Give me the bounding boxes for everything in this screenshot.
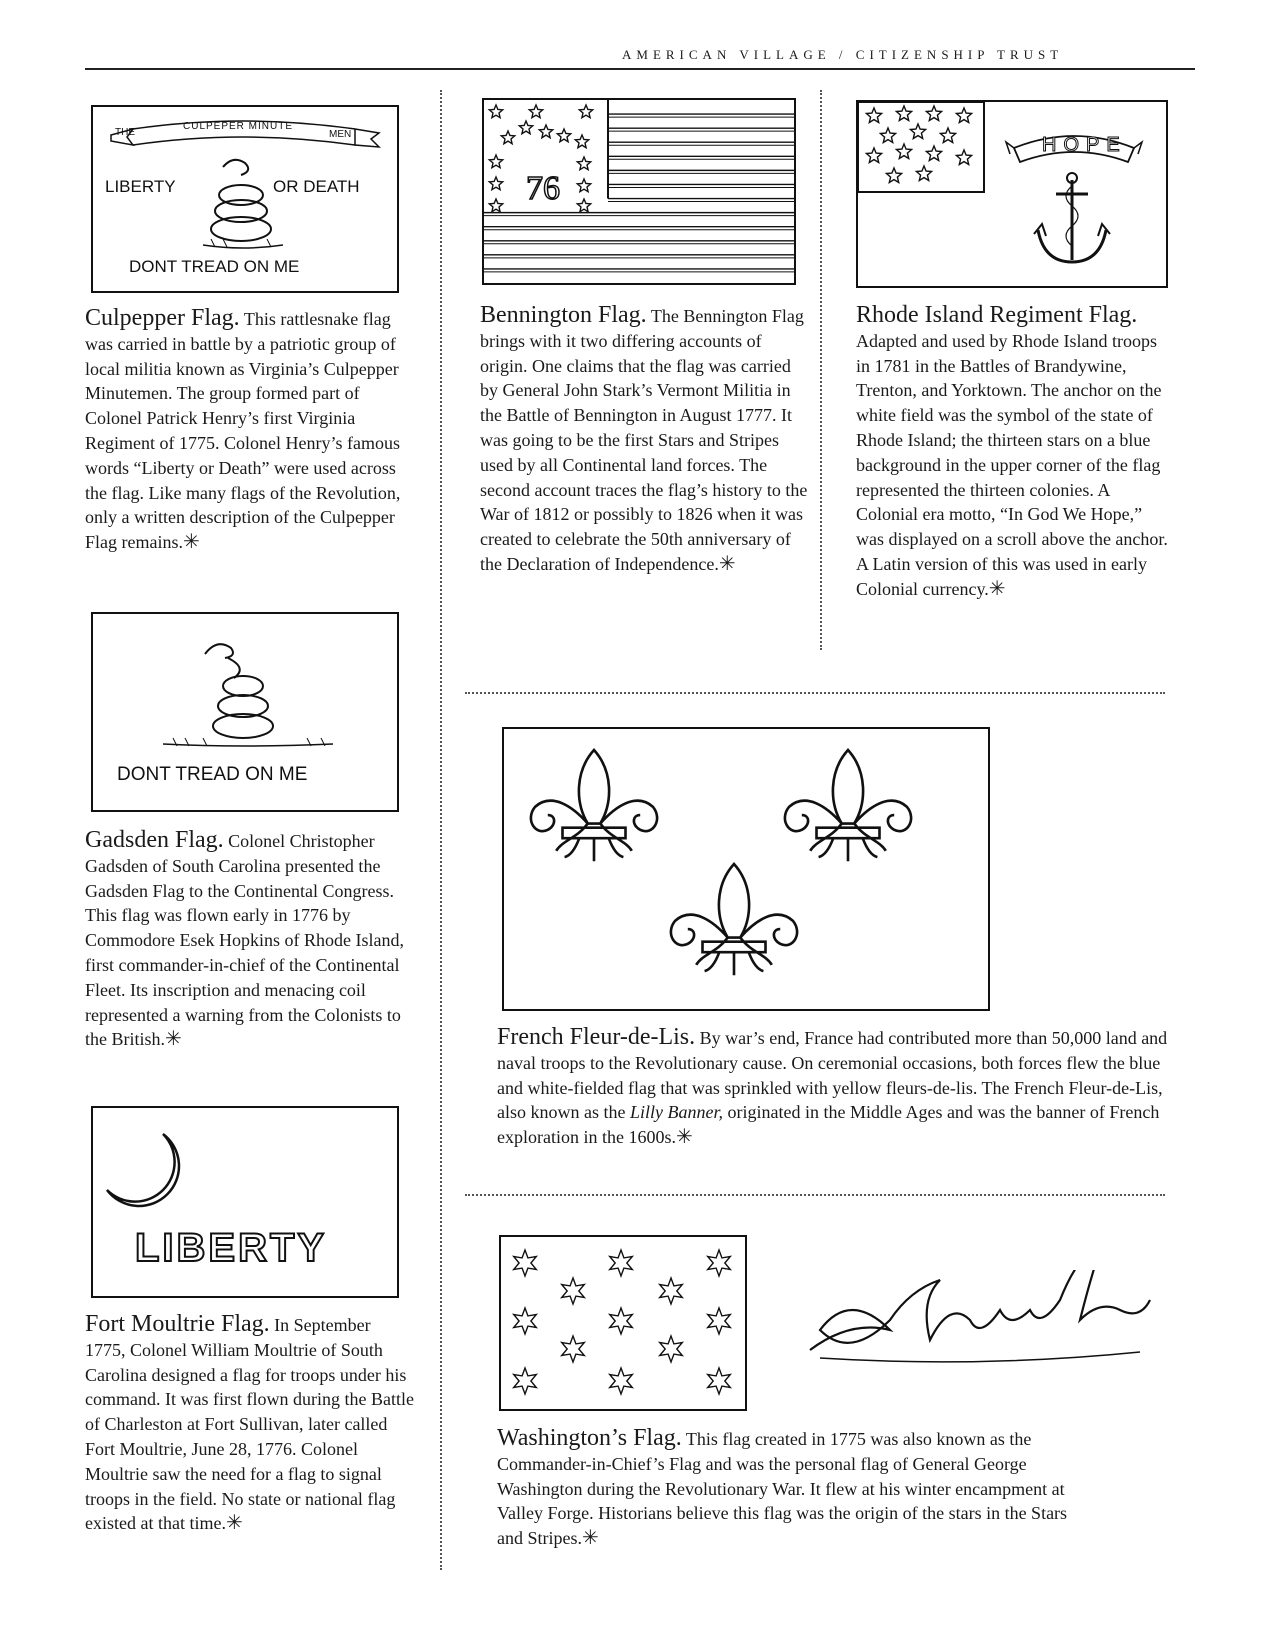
culpepper-flag-image: [91, 105, 399, 293]
rhode-island-flag-image: [856, 100, 1168, 288]
culpepper-motto-text: DONT TREAD ON ME: [129, 257, 300, 276]
fleur-de-lis-body-2: originated in the Middle Ages and was the banner of French exploration in the 1600s.: [497, 1102, 1160, 1148]
star-icon: [926, 106, 941, 121]
star-icon: [956, 108, 971, 123]
star-icon: [880, 128, 895, 143]
gadsden-description: [85, 828, 415, 1052]
header-rule: [85, 68, 1195, 70]
section-divider-top: [465, 692, 1165, 694]
star-icon: [562, 1278, 585, 1304]
gadsden-flag-image: [91, 612, 399, 812]
moultrie-title: Fort Moultrie Flag.: [85, 1311, 270, 1337]
fleur-de-lis-icon: [531, 750, 657, 861]
fleur-de-lis-description: [497, 1025, 1179, 1150]
moultrie-description: [85, 1312, 415, 1536]
end-mark: ✳: [165, 1028, 182, 1051]
star-icon: [577, 157, 590, 170]
washington-body: This flag created in 1775 was also known as the Commander-in-Chief’s Flag and was the personal flag of General George Washington during the Revolutionary War. It flew at his winter encampment at Valley Forge. Historians believe this flag was the origin of the stars in the Stars and Stripes.: [497, 1429, 1068, 1549]
star-icon: [514, 1308, 537, 1334]
lilly-banner-text: Lilly Banner,: [629, 1102, 723, 1123]
gadsden-title: Gadsden Flag.: [85, 827, 224, 853]
star-icon: [577, 179, 590, 192]
fleur-de-lis-art: [504, 729, 988, 1009]
star-icon: [514, 1250, 537, 1276]
end-mark: ✳: [675, 1126, 693, 1149]
star-icon: [529, 105, 542, 118]
rhode-island-body: Adapted and used by Rhode Island troops in 1781 in the Battles of Brandywine, Trenton, and Yorktown. The anchor on the white field was the symbol of the state of Rhode Island; the thirteen stars on a blue background in the upper corner of the flag represented the thirteen colonies. A Colonial era motto, “In God We Hope,” was displayed on a scroll above the anchor. A Latin version of this was used in early Colonial currency.: [856, 330, 1168, 599]
star-icon: [956, 150, 971, 165]
rhode-island-scroll-text: HOPE: [1042, 134, 1127, 156]
page-header: AMERICAN VILLAGE / CITIZENSHIP TRUST: [622, 47, 1064, 62]
star-icon: [610, 1368, 633, 1394]
culpepper-description: [85, 306, 415, 555]
star-icon: [575, 135, 588, 148]
fleur-de-lis-icon: [671, 864, 797, 975]
fleur-de-lis-flag-image: [502, 727, 990, 1011]
washington-signature-text: G:Washington: [830, 1358, 930, 1374]
washington-signature: [790, 1270, 1170, 1380]
washington-title: Washington’s Flag.: [497, 1425, 682, 1451]
rhode-island-flag-art: [858, 102, 1166, 286]
star-icon: [708, 1308, 731, 1334]
gadsden-body: Colonel Christopher Gadsden of South Carolina presented the Gadsden Flag to the Continental Congress. This flag was flown early in 1776 by Commodore Esek Hopkins of Rhode Island, first commander-in-chief of the Continental Fleet. Its inscription and menacing coil represented a warning from the Colonists to the British.: [85, 831, 404, 1050]
star-icon: [489, 155, 502, 168]
column-divider-left: [440, 90, 442, 1570]
star-icon: [501, 131, 514, 144]
star-icon: [866, 148, 881, 163]
fleur-de-lis-icon: [785, 750, 911, 861]
fleur-de-lis-body: By war’s end, France had contributed more than 50,000 land and naval troops to the Revolutionary cause. On ceremonial occasions, both forces flew the blue and white-fielded flag that was sprinkled with yellow fleurs-de-lis. The French Fleur-de-Lis, also known as the: [497, 1028, 1168, 1123]
rhode-island-description: [856, 303, 1174, 602]
culpepper-body: This rattlesnake flag was carried in battle by a patriotic group of local militia known as Virginia’s Culpepper Minutemen. The group formed part of Colonel Patrick Henry’s first Virginia Regiment of 1775. Colonel Henry’s famous words “Liberty or Death” were used across the flag. Like many flags of the Revolution, only a written description of the Culpepper Flag remains.: [85, 309, 401, 553]
star-icon: [489, 105, 502, 118]
star-icon: [610, 1308, 633, 1334]
gadsden-motto-text: DONT TREAD ON ME: [117, 764, 308, 785]
star-icon: [916, 166, 931, 181]
bennington-description: [480, 303, 810, 577]
star-icon: [579, 105, 592, 118]
star-icon: [940, 128, 955, 143]
star-icon: [910, 124, 925, 139]
bennington-number: 76: [526, 170, 560, 207]
column-divider-right: [820, 90, 822, 650]
star-icon: [519, 121, 532, 134]
rhode-island-title: Rhode Island Regiment Flag.: [856, 302, 1138, 328]
bennington-flag-image: [482, 98, 796, 285]
end-mark: ✳: [582, 1527, 599, 1550]
star-icon: [562, 1336, 585, 1362]
star-icon: [557, 129, 570, 142]
star-icon: [896, 106, 911, 121]
washington-description: [497, 1426, 1097, 1551]
culpepper-banner-left: THE: [115, 127, 135, 138]
end-mark: ✳: [718, 552, 736, 575]
washington-flag-image: [499, 1235, 747, 1411]
moultrie-liberty-text: LIBERTY: [135, 1226, 328, 1270]
end-mark: ✳: [182, 531, 200, 554]
culpepper-title: Culpepper Flag.: [85, 305, 240, 331]
star-icon: [489, 199, 502, 212]
culpepper-liberty-text: LIBERTY: [105, 177, 176, 196]
star-icon: [926, 146, 941, 161]
culpepper-banner-mid: CULPEPER MINUTE: [183, 121, 294, 132]
fleur-de-lis-title: French Fleur-de-Lis.: [497, 1024, 696, 1050]
star-icon: [660, 1278, 683, 1304]
star-icon: [866, 108, 881, 123]
star-icon: [514, 1368, 537, 1394]
culpepper-banner-right: MEN: [329, 129, 352, 140]
moultrie-body: In September 1775, Colonel William Moultrie of South Carolina designed a flag for troops under his command. It was first flown during the Battle of Charleston at Fort Sullivan, later called Fort Moultrie, June 28, 1776. Colonel Moultrie saw the need for a flag to signal troops in the field. No state or national flag existed at that time.: [85, 1315, 414, 1534]
section-divider-bottom: [465, 1194, 1165, 1196]
end-mark: ✳: [988, 577, 1006, 600]
star-icon: [708, 1250, 731, 1276]
star-icon: [708, 1368, 731, 1394]
moultrie-flag-image: [91, 1106, 399, 1298]
star-icon: [577, 199, 590, 212]
star-icon: [660, 1336, 683, 1362]
star-icon: [489, 177, 502, 190]
star-icon: [896, 144, 911, 159]
culpepper-death-text: OR DEATH: [273, 177, 360, 196]
star-icon: [886, 168, 901, 183]
bennington-title: Bennington Flag.: [480, 302, 647, 328]
washington-flag-art: [501, 1237, 745, 1409]
star-icon: [539, 125, 552, 138]
bennington-body: The Bennington Flag brings with it two differing accounts of origin. One claims that the flag was carried by General John Stark’s Vermont Militia in the Battle of Bennington in August 1777. It was going to be the first Stars and Stripes used by all Continental land forces. The second account traces the flag’s history to the War of 1812 or possibly to 1826 when it was created to celebrate the 50th anniversary of the Declaration of Independence.: [480, 306, 808, 574]
star-icon: [610, 1250, 633, 1276]
end-mark: ✳: [225, 1512, 243, 1535]
